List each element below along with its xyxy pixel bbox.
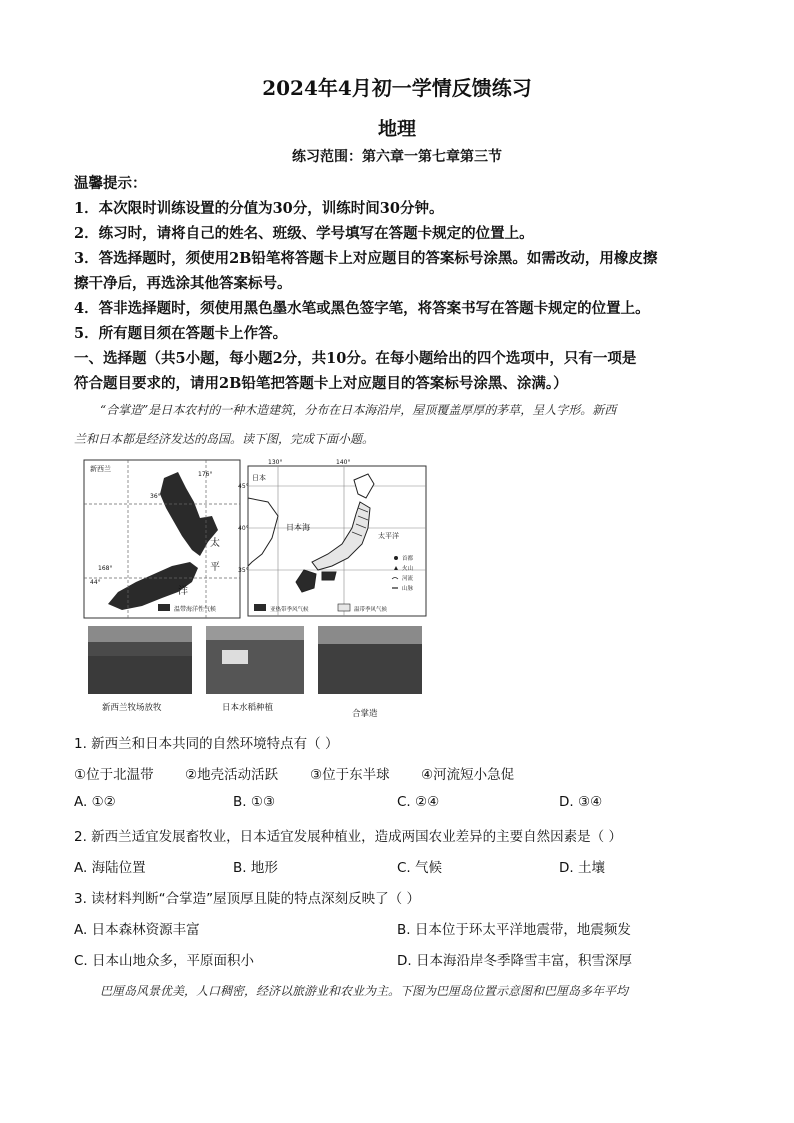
tip-line: 擦干净后，再选涂其他答案标号。: [74, 275, 292, 292]
legend-temperate: 温带季风气候: [354, 607, 388, 613]
nz-lat-label: 36°: [150, 493, 161, 500]
figure-nz-japan: [82, 458, 428, 720]
photo-caption: 合掌造: [352, 709, 378, 719]
section-heading-cont: 符合题目要求的，请用2B铅笔把答题卡上对应题目的答案标号涂黑、涂满。）: [74, 375, 568, 392]
legend-capital: 首都: [402, 556, 414, 562]
exam-scope: 练习范围：第六章一第七章第三节: [292, 149, 502, 165]
subject-title: 地理: [377, 118, 416, 140]
japan-pacific-label: 太平洋: [378, 532, 399, 540]
question-stem: 3. 读材料判断“合掌造”屋顶厚且陡的特点深刻反映了（ ）: [74, 891, 420, 907]
option-b[interactable]: B. 日本位于环太平洋地震带，地震频发: [397, 922, 631, 938]
jp-lon-label: 140°: [336, 459, 351, 466]
japan-sea-label: 日本海: [286, 523, 310, 532]
section-heading: 一、选择题（共5小题，每小题2分，共10分。在每小题给出的四个选项中，只有一项是: [74, 350, 637, 367]
material-text: 兰和日本都是经济发达的岛国。读下图，完成下面小题。: [74, 432, 375, 446]
option-b[interactable]: B. 地形: [233, 860, 278, 876]
option-c[interactable]: C. 气候: [397, 860, 443, 876]
japan-shikoku: [322, 572, 336, 580]
legend-volcano: 火山: [402, 566, 414, 572]
tip-line: 2．练习时，请将自己的姓名、班级、学号填写在答题卡规定的位置上。: [74, 225, 534, 242]
figure-svg: [82, 458, 428, 720]
statement: ③位于东半球: [310, 767, 390, 783]
nz-legend-label: 温带海洋性气候: [174, 606, 217, 613]
option-c[interactable]: C. 日本山地众多，平原面积小: [74, 953, 255, 969]
nz-legend-swatch: [158, 604, 170, 611]
tip-line: 3．答选择题时，须使用2B铅笔将答题卡上对应题目的答案标号涂黑。如需改动，用橡皮擦: [74, 250, 658, 267]
pacific-label: 平: [210, 562, 220, 573]
option-d[interactable]: D. ③④: [559, 794, 603, 810]
jp-lat-label: 45°: [238, 483, 249, 490]
tip-line: 5．所有题目须在答题卡上作答。: [74, 325, 288, 342]
photo-caption: 新西兰牧场放牧: [102, 703, 162, 713]
option-d[interactable]: D. 日本海沿岸冬季降雪丰富，积雪深厚: [397, 953, 632, 969]
option-a[interactable]: A. 海陆位置: [74, 860, 146, 876]
option-c[interactable]: C. ②④: [397, 794, 440, 810]
statement: ②地壳活动活跃: [185, 767, 279, 783]
statement: ④河流短小急促: [421, 767, 515, 783]
tip-line: 4．答非选择题时，须使用黑色墨水笔或黑色签字笔，将答案书写在答题卡规定的位置上。: [74, 300, 650, 317]
exam-title: 2024年4月初一学情反馈练习: [262, 76, 532, 100]
material-text: 巴厘岛风景优美，人口稠密，经济以旅游业和农业为主。下图为巴厘岛位置示意图和巴厘岛多年平均: [100, 984, 629, 998]
jp-lat-label: 40°: [238, 525, 249, 532]
option-b[interactable]: B. ①③: [233, 794, 276, 810]
tip-line: 1．本次限时训练设置的分值为30分，训练时间30分钟。: [74, 200, 444, 217]
jp-lat-label: 35°: [238, 567, 249, 574]
pacific-label: 洋: [178, 586, 188, 597]
temperate-swatch: [338, 604, 350, 611]
legend-subtropical: 亚热带季风气候: [270, 607, 309, 613]
nz-lon-label: 168°: [98, 565, 113, 572]
option-a[interactable]: A. ①②: [74, 794, 116, 810]
nz-lat-label: 44°: [90, 579, 101, 586]
legend-mountain: 山脉: [402, 586, 414, 592]
tips-heading: 温馨提示：: [74, 175, 147, 192]
statement: ①位于北温带: [74, 767, 154, 783]
subtropical-swatch: [254, 604, 266, 611]
photo-caption: 日本水稻种植: [222, 703, 274, 713]
pacific-label: 太: [210, 538, 220, 549]
option-a[interactable]: A. 日本森林资源丰富: [74, 922, 200, 938]
question-stem: 2. 新西兰适宜发展畜牧业，日本适宜发展种植业，造成两国农业差异的主要自然因素是（ ）: [74, 829, 622, 845]
material-text: “合掌造”是日本农村的一种木造建筑，分布在日本海沿岸，屋顶覆盖厚厚的茅草，呈人字形。新西: [100, 403, 617, 417]
nz-map-label: 新西兰: [90, 465, 111, 473]
legend-river: 河流: [402, 576, 414, 582]
option-d[interactable]: D. 土壤: [559, 860, 605, 876]
jp-lon-label: 130°: [268, 459, 283, 466]
capital-icon: [394, 556, 398, 560]
japan-map-label: 日本: [252, 474, 266, 482]
japan-map-frame: [248, 466, 426, 616]
question-stem: 1. 新西兰和日本共同的自然环境特点有（ ）: [74, 736, 339, 752]
nz-lon-label: 176°: [198, 471, 213, 478]
